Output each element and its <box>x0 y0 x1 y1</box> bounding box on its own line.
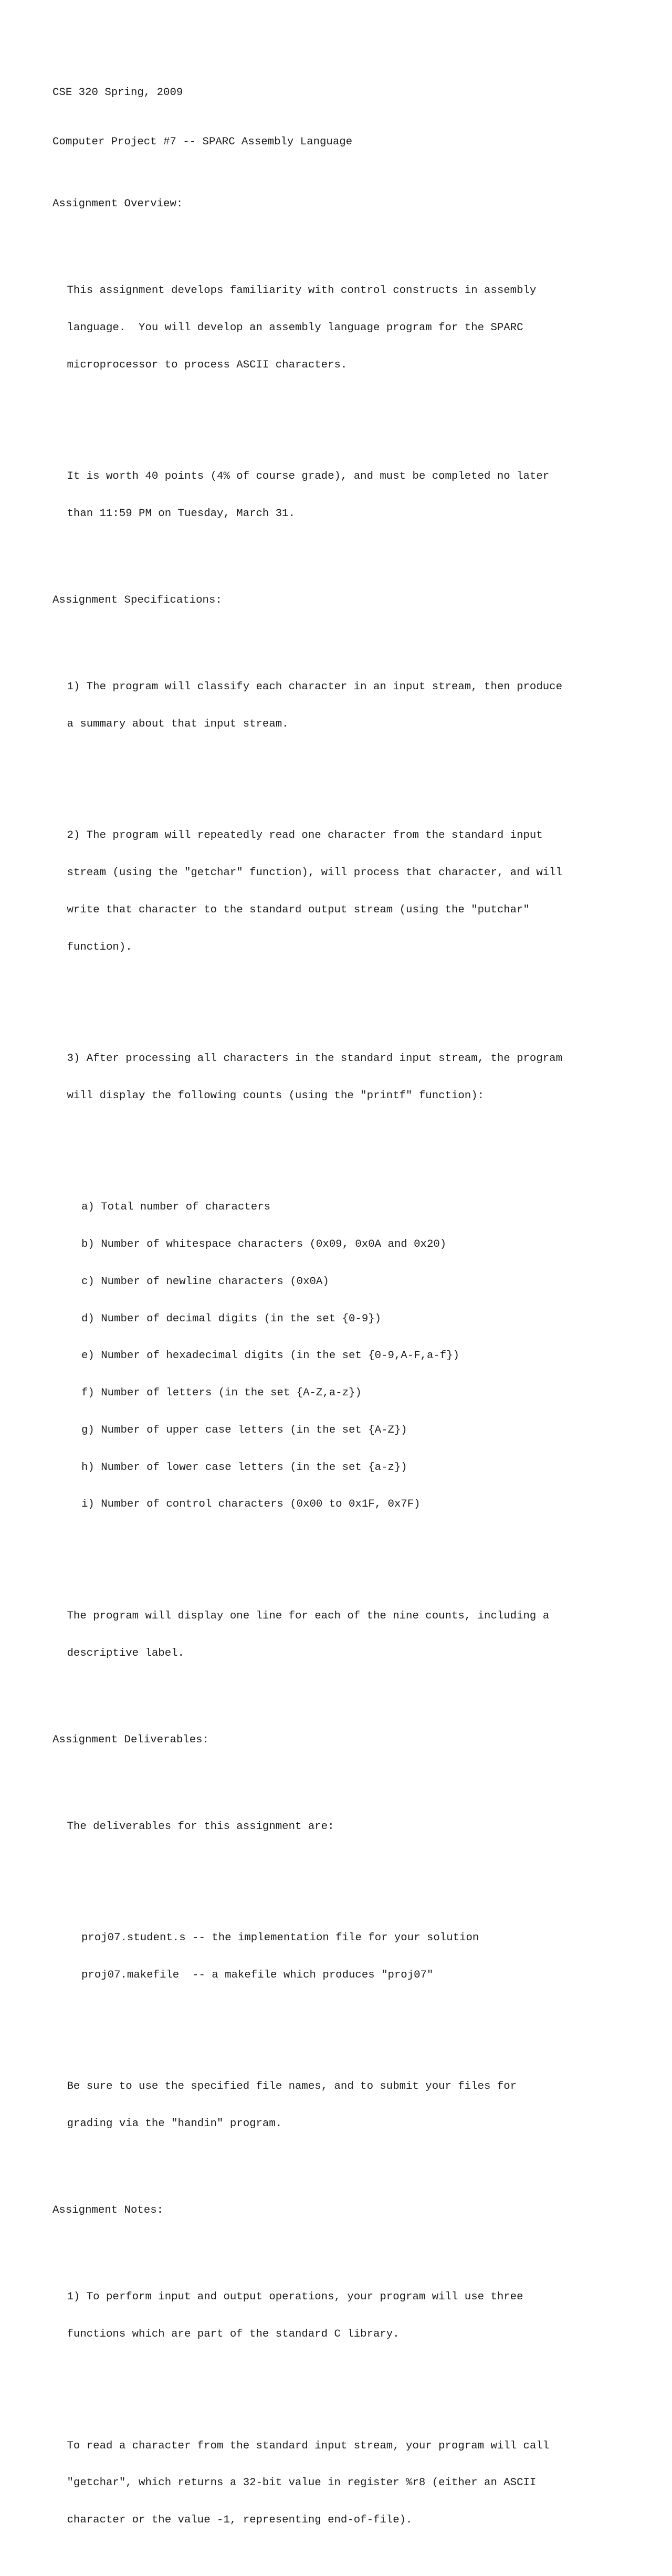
text-line: function). <box>67 941 132 953</box>
text-line: a summary about that input stream. <box>67 718 289 731</box>
list-item: b) Number of whitespace characters (0x09, 0x0A and 0x20) <box>81 1238 447 1250</box>
notes-item-1 <box>52 2266 651 2365</box>
text-line: functions which are part of the standard C library. <box>67 2328 400 2341</box>
text-line: 1) The program will classify each character in an input stream, then produce <box>67 681 563 693</box>
list-item: c) Number of newline characters (0x0A) <box>81 1275 329 1288</box>
deliverables-heading: Assignment Deliverables: <box>52 1733 209 1746</box>
deliverables-intro <box>52 1796 651 1858</box>
text-line: To read a character from the standard input stream, your program will call <box>67 2440 550 2452</box>
text-line: The program will display one line for each of the nine counts, including a <box>67 1610 550 1622</box>
text-line: stream (using the "getchar" function), will process that character, and will <box>67 867 563 879</box>
overview-paragraph-1 <box>52 260 651 396</box>
list-item: a) Total number of characters <box>81 1201 271 1214</box>
overview-heading: Assignment Overview: <box>52 198 183 211</box>
text-line: It is worth 40 points (4% of course grade), and must be completed no later <box>67 470 550 483</box>
list-item: h) Number of lower case letters (in the set {a-z}) <box>81 1461 407 1474</box>
list-item: proj07.student.s -- the implementation file for your solution <box>81 1932 479 1944</box>
list-item: d) Number of decimal digits (in the set {0-9}) <box>81 1312 382 1325</box>
text-line: 1) To perform input and output operations, your program will use three <box>67 2291 523 2304</box>
counts-list <box>52 1176 651 1536</box>
text-line: 3) After processing all characters in the standard input stream, the program <box>67 1053 563 1065</box>
spec-item-3 <box>52 1028 651 1127</box>
text-line: 2) The program will repeatedly read one character from the standard input <box>67 829 543 842</box>
course-title: CSE 320 Spring, 2009 <box>52 86 183 99</box>
text-line: This assignment develops familiarity with control constructs in assembly <box>67 285 537 297</box>
notes-heading: Assignment Notes: <box>52 2204 164 2217</box>
notes-item-1-detail <box>52 2415 651 2551</box>
deliverables-files <box>52 1907 651 2006</box>
project-title: Computer Project #7 -- SPARC Assembly Language <box>52 136 353 149</box>
deliverables-note <box>52 2056 651 2155</box>
text-line: write that character to the standard output stream (using the "putchar" <box>67 903 530 916</box>
text-line: microprocessor to process ASCII characters. <box>67 359 348 371</box>
text-line: character or the value -1, representing end-of-file). <box>67 2514 413 2527</box>
specifications-heading: Assignment Specifications: <box>52 594 222 607</box>
list-item: g) Number of upper case letters (in the set {A-Z}) <box>81 1424 407 1436</box>
text-line: will display the following counts (using the "printf" function): <box>67 1089 485 1102</box>
text-line: descriptive label. <box>67 1647 184 1659</box>
text-line: language. You will develop an assembly language program for the SPARC <box>67 322 523 334</box>
list-item: proj07.makefile -- a makefile which produces "proj07" <box>81 1969 434 1982</box>
text-line: The deliverables for this assignment are: <box>67 1820 334 1833</box>
overview-paragraph-2 <box>52 446 651 545</box>
text-line: than 11:59 PM on Tuesday, March 31. <box>67 507 296 520</box>
list-item: e) Number of hexadecimal digits (in the set {0-9,A-F,a-f}) <box>81 1350 460 1362</box>
text-line: Be sure to use the specified file names, and to submit your files for <box>67 2080 517 2093</box>
text-line: "getchar", which returns a 32-bit value in register %r8 (either an ASCII <box>67 2477 537 2489</box>
list-item: f) Number of letters (in the set {A-Z,a-z}) <box>81 1387 362 1400</box>
spec-item-2 <box>52 805 651 978</box>
spec-closing <box>52 1585 651 1685</box>
text-line: grading via the "handin" program. <box>67 2118 282 2130</box>
list-item: i) Number of control characters (0x00 to 0x1F, 0x7F) <box>81 1498 421 1511</box>
spec-item-1 <box>52 656 651 755</box>
document-page <box>52 49 651 2576</box>
